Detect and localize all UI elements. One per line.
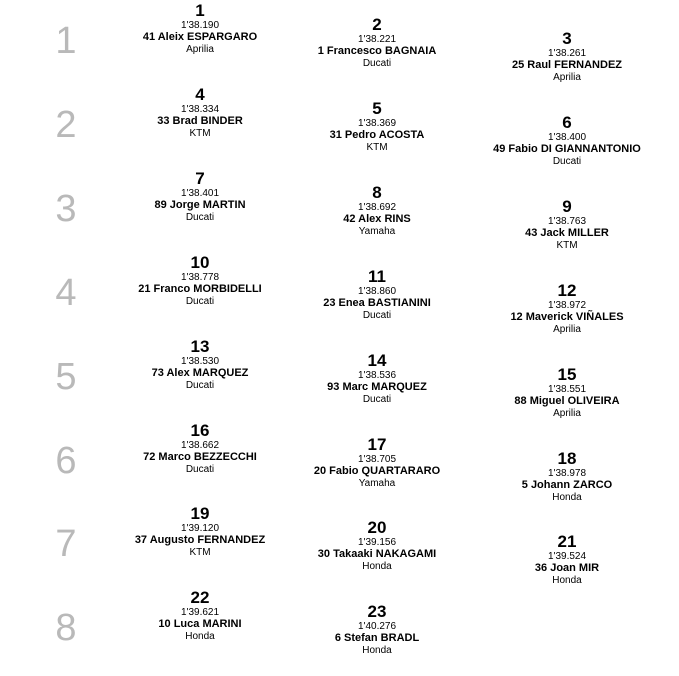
grid-position: 19 — [190, 504, 210, 523]
lap-time: 1'38.400 — [547, 132, 587, 143]
lap-time: 1'39.156 — [357, 537, 397, 548]
grid-row — [0, 336, 679, 420]
rider-name: 43 Jack MILLER — [525, 227, 609, 239]
grid-position: 20 — [367, 518, 387, 537]
grid-position: 1 — [195, 1, 205, 20]
grid-position: 6 — [562, 113, 572, 132]
grid-position: 21 — [557, 532, 577, 551]
grid-position: 23 — [367, 602, 387, 621]
lap-time: 1'38.530 — [180, 356, 220, 367]
grid-position: 12 — [557, 281, 577, 300]
driver-slot — [100, 254, 300, 308]
grid-position: 7 — [195, 169, 205, 188]
rider-name: 73 Alex MARQUEZ — [151, 367, 249, 379]
driver-slot — [277, 16, 477, 70]
driver-slot — [467, 198, 667, 252]
driver-slot — [277, 352, 477, 406]
grid-row-number: 8 — [55, 607, 77, 649]
rider-name: 31 Pedro ACOSTA — [329, 129, 425, 141]
driver-slot — [277, 519, 477, 573]
grid-row-number: 2 — [55, 104, 77, 146]
driver-slot — [277, 603, 477, 657]
driver-slot — [277, 184, 477, 238]
grid-position: 22 — [190, 588, 210, 607]
team-name: Yamaha — [358, 478, 396, 489]
driver-slot — [467, 366, 667, 420]
grid-position: 4 — [195, 85, 205, 104]
lap-time: 1'38.662 — [180, 440, 220, 451]
team-name: Honda — [552, 575, 582, 586]
team-name: Ducati — [362, 310, 392, 321]
lap-time: 1'38.860 — [357, 286, 397, 297]
grid-row — [0, 0, 679, 84]
rider-name: 23 Enea BASTIANINI — [323, 297, 431, 309]
team-name: Ducati — [185, 296, 215, 307]
grid-row-number: 6 — [55, 440, 77, 482]
lap-time: 1'38.334 — [180, 104, 220, 115]
driver-slot — [100, 86, 300, 140]
grid-position: 14 — [367, 351, 387, 370]
team-name: Honda — [185, 631, 215, 642]
team-name: Aprilia — [553, 324, 581, 335]
grid-position: 8 — [372, 183, 382, 202]
lap-time: 1'38.972 — [547, 300, 587, 311]
team-name: KTM — [556, 240, 578, 251]
lap-time: 1'38.190 — [180, 20, 220, 31]
driver-slot — [467, 30, 667, 84]
grid-row — [0, 84, 679, 168]
lap-time: 1'38.763 — [547, 216, 587, 227]
grid-position: 18 — [557, 449, 577, 468]
rider-name: 10 Luca MARINI — [158, 618, 242, 630]
rider-name: 5 Johann ZARCO — [521, 479, 613, 491]
grid-position: 3 — [562, 29, 572, 48]
grid-row-number: 5 — [55, 356, 77, 398]
driver-slot — [100, 338, 300, 392]
grid-position: 17 — [367, 435, 387, 454]
grid-row — [0, 252, 679, 336]
driver-slot — [277, 100, 477, 154]
team-name: Ducati — [185, 212, 215, 223]
lap-time: 1'39.621 — [180, 607, 220, 618]
rider-name: 36 Joan MIR — [534, 562, 600, 574]
team-name: Honda — [362, 645, 392, 656]
rider-name: 12 Maverick VIÑALES — [510, 311, 624, 323]
grid-position: 16 — [190, 421, 210, 440]
grid-position: 11 — [368, 267, 386, 286]
lap-time: 1'39.524 — [547, 551, 587, 562]
grid-position: 2 — [372, 15, 382, 34]
driver-slot — [467, 282, 667, 336]
lap-time: 1'38.261 — [547, 48, 587, 59]
grid-row — [0, 420, 679, 504]
driver-slot — [100, 422, 300, 476]
team-name: Yamaha — [358, 226, 396, 237]
lap-time: 1'38.221 — [357, 34, 397, 45]
team-name: Ducati — [362, 394, 392, 405]
lap-time: 1'38.401 — [180, 188, 220, 199]
team-name: KTM — [189, 128, 211, 139]
rider-name: 30 Takaaki NAKAGAMI — [317, 548, 437, 560]
lap-time: 1'38.692 — [357, 202, 397, 213]
rider-name: 41 Aleix ESPARGARO — [142, 31, 258, 43]
grid-row-number: 4 — [55, 272, 77, 314]
rider-name: 88 Miguel OLIVEIRA — [514, 395, 620, 407]
lap-time: 1'38.705 — [357, 454, 397, 465]
driver-slot — [100, 2, 300, 56]
team-name: Honda — [552, 492, 582, 503]
grid-position: 9 — [562, 197, 572, 216]
rider-name: 1 Francesco BAGNAIA — [317, 45, 437, 57]
grid-row-number: 7 — [55, 523, 77, 565]
lap-time: 1'38.369 — [357, 118, 397, 129]
driver-slot — [277, 436, 477, 490]
grid-row-number: 1 — [55, 20, 77, 62]
rider-name: 33 Brad BINDER — [157, 115, 243, 127]
grid-position: 13 — [190, 337, 210, 356]
grid-row — [0, 587, 679, 671]
driver-slot — [100, 589, 300, 643]
rider-name: 93 Marc MARQUEZ — [327, 381, 427, 393]
rider-name: 21 Franco MORBIDELLI — [138, 283, 262, 295]
grid-row — [0, 168, 679, 252]
team-name: Ducati — [185, 464, 215, 475]
team-name: Honda — [362, 561, 392, 572]
driver-slot — [277, 268, 477, 322]
team-name: Ducati — [185, 380, 215, 391]
rider-name: 42 Alex RINS — [343, 213, 411, 225]
rider-name: 20 Fabio QUARTARARO — [313, 465, 441, 477]
driver-slot — [467, 450, 667, 504]
grid-row — [0, 503, 679, 587]
driver-slot — [100, 505, 300, 559]
lap-time: 1'38.551 — [547, 384, 587, 395]
lap-time: 1'39.120 — [180, 523, 220, 534]
rider-name: 37 Augusto FERNANDEZ — [134, 534, 266, 546]
grid-position: 10 — [190, 253, 210, 272]
rider-name: 6 Stefan BRADL — [334, 632, 420, 644]
team-name: KTM — [189, 547, 211, 558]
team-name: KTM — [366, 142, 388, 153]
lap-time: 1'38.978 — [547, 468, 587, 479]
grid-position: 15 — [557, 365, 577, 384]
driver-slot — [467, 114, 667, 168]
lap-time: 1'38.536 — [357, 370, 397, 381]
lap-time: 1'40.276 — [357, 621, 397, 632]
rider-name: 25 Raul FERNANDEZ — [511, 59, 623, 71]
grid-position: 5 — [372, 99, 382, 118]
rider-name: 89 Jorge MARTIN — [154, 199, 246, 211]
team-name: Aprilia — [186, 44, 214, 55]
rider-name: 72 Marco BEZZECCHI — [143, 451, 257, 463]
driver-slot — [467, 533, 667, 587]
team-name: Aprilia — [553, 408, 581, 419]
team-name: Ducati — [552, 156, 582, 167]
lap-time: 1'38.778 — [180, 272, 220, 283]
rider-name: 49 Fabio DI GIANNANTONIO — [493, 143, 641, 155]
team-name: Ducati — [362, 58, 392, 69]
grid-row-number: 3 — [55, 188, 77, 230]
driver-slot — [100, 170, 300, 224]
team-name: Aprilia — [553, 72, 581, 83]
